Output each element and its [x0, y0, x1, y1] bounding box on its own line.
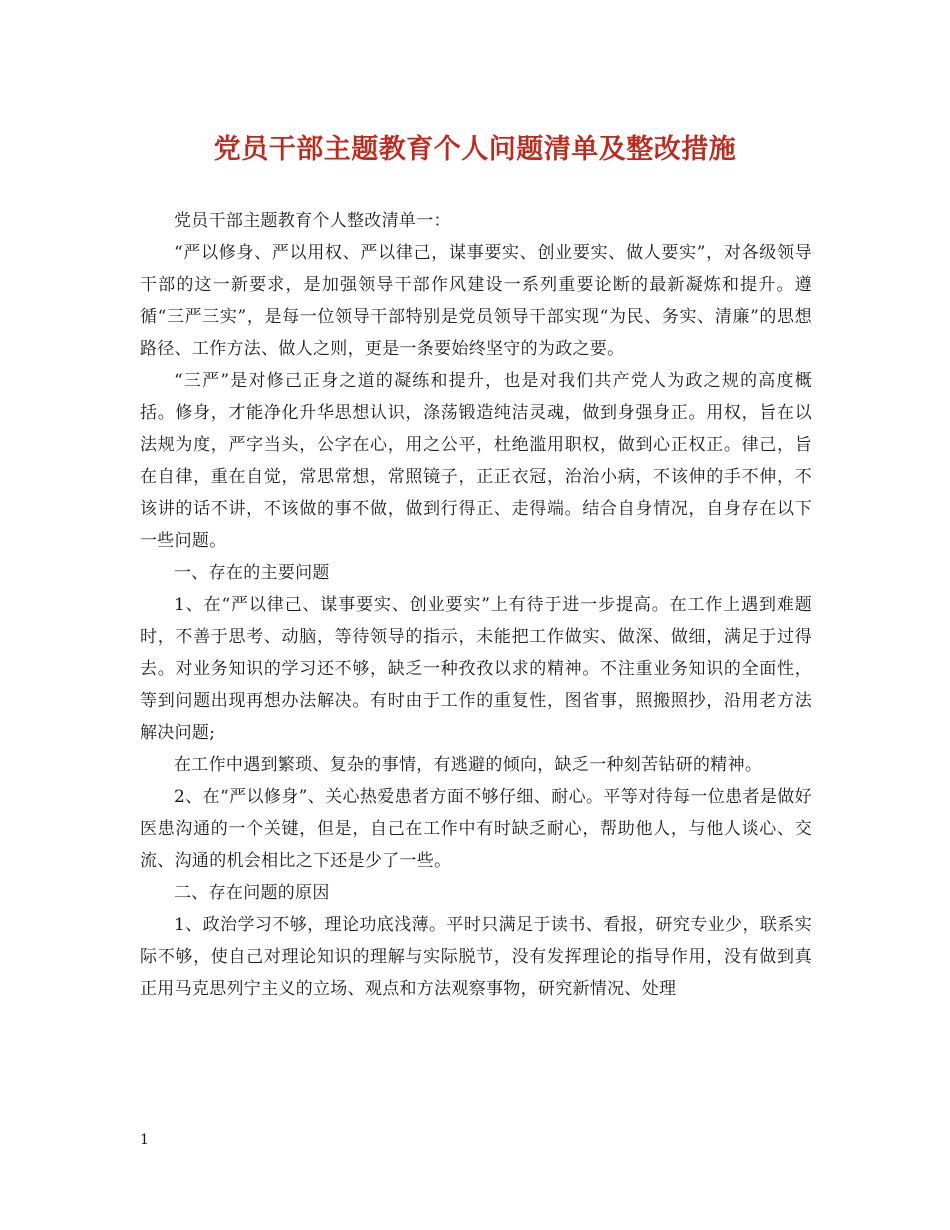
section-heading-causes: 二、存在问题的原因 [174, 883, 330, 903]
paragraph-cause-1: 1、政治学习不够，理论功底浅薄。平时只满足于读书、看报，研究专业少，联系实际不够，使自己对理论知识的理解与实际脱节，没有发挥理论的指导作用，没有做到真正用马克思列宁主义的立场、观点和方法观察事物，研究新情况、处理 [140, 915, 812, 999]
paragraph-problem-1: 1、在“严以律己、谋事要实、创业要实”上有待于进一步提高。在工作上遇到难题时，不善于思考、动脑，等待领导的指示，未能把工作做实、做深、做细，满足于过得去。对业务知识的学习还不够，缺乏一种孜孜以求的精神。不注重业务知识的全面性，等到问题出现再想办法解决。有时由于工作的重复性，图省事，照搬照抄，沿用老方法解决问题; [140, 595, 812, 743]
document-body [140, 205, 812, 1005]
page-number: 1 [140, 1132, 149, 1148]
paragraph-three-strict-three-solid: “严以修身、严以用权、严以律己，谋事要实、创业要实、做人要实”，对各级领导干部的这一新要求，是加强领导干部作风建设一系列重要论断的最新凝炼和提升。遵循“三严三实”，是每一位领导干部特别是党员领导干部实现“为民、务实、清廉”的思想路径、工作方法、做人之则，更是一条要始终坚守的为政之要。 [140, 243, 812, 359]
section-heading-main-problems: 一、存在的主要问题 [174, 563, 330, 583]
paragraph-problem-2: 2、在“严以修身”、关心热爱患者方面不够仔细、耐心。平等对待每一位患者是做好医患沟通的一个关键，但是，自己在工作中有时缺乏耐心，帮助他人，与他人谈心、交流、沟通的机会相比之下还是少了一些。 [140, 787, 812, 871]
paragraph-problem-1-continued: 在工作中遇到繁琐、复杂的事情，有逃避的倾向，缺乏一种刻苦钻研的精神。 [174, 755, 763, 775]
document-title: 党员干部主题教育个人问题清单及整改措施 [213, 134, 737, 165]
paragraph-intro: 党员干部主题教育个人整改清单一： [174, 211, 451, 231]
paragraph-three-strict-meaning: “三严”是对修己正身之道的凝练和提升，也是对我们共产党人为政之规的高度概括。修身，才能净化升华思想认识，涤荡锻造纯洁灵魂，做到身强身正。用权，旨在以法规为度，严字当头，公字在心，用之公平，杜绝滥用职权，做到心正权正。律己，旨在自律，重在自觉，常思常想，常照镜子，正正衣冠，治治小病，不该伸的手不伸，不该讲的话不讲，不该做的事不做，做到行得正、走得端。结合自身情况，自身存在以下一些问题。 [140, 371, 812, 551]
